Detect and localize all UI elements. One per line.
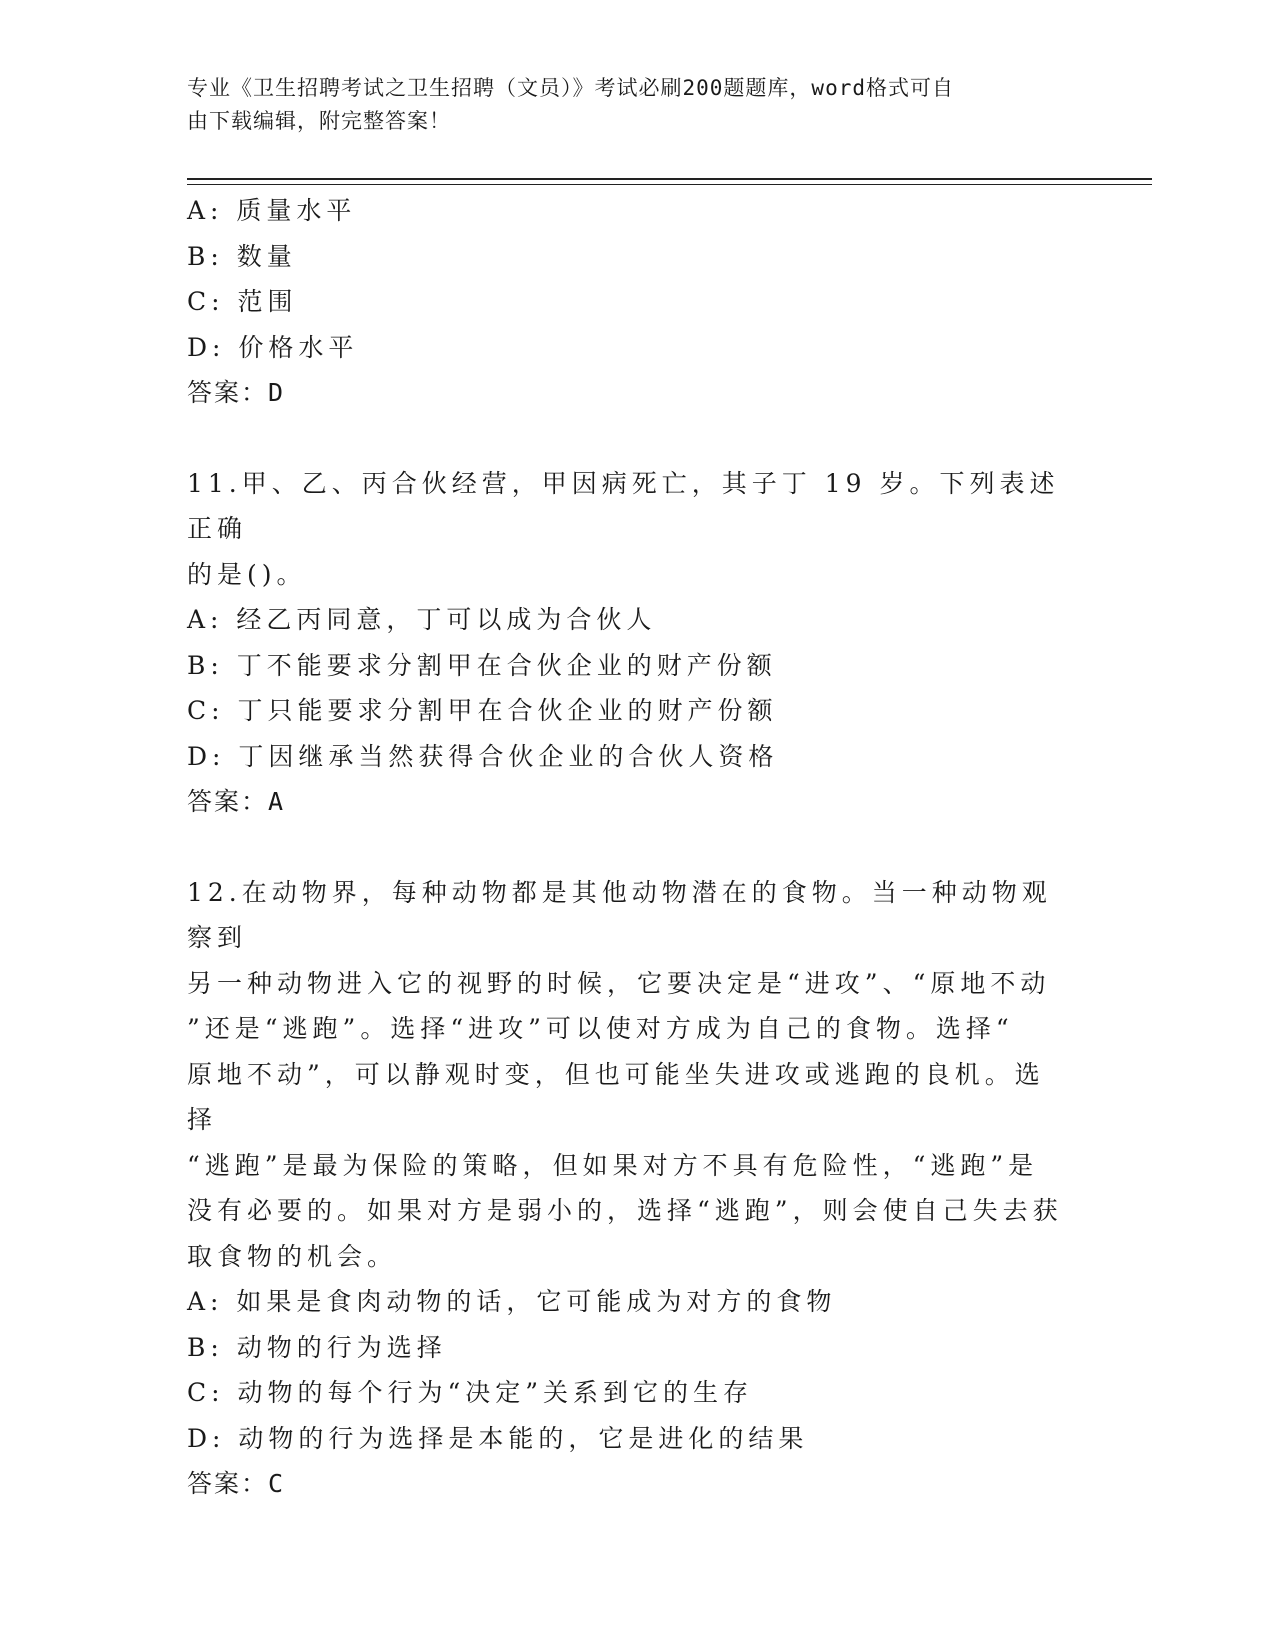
answer-label: 答案：D [187, 378, 286, 407]
option-c: C: 动物的每个行为“决定”关系到它的生存 [187, 1378, 754, 1407]
option-d: D: 价格水平 [187, 332, 359, 362]
option-a: A: 经乙丙同意，丁可以成为合伙人 [187, 605, 657, 634]
option-c: C: 范围 [187, 287, 298, 316]
option-a: A: 质量水平 [187, 196, 357, 225]
question-10 [187, 188, 1067, 416]
option-d: D: 丁因继承当然获得合伙企业的合伙人资格 [187, 741, 779, 771]
option-b: B: 数量 [187, 241, 297, 271]
header-line-2: 由下载编辑，附完整答案！ [187, 109, 451, 133]
stem-line: 取食物的机会。 [187, 1241, 398, 1271]
question-list [187, 188, 1067, 1507]
header-divider-thin [187, 184, 1152, 185]
answer-label: 答案：A [187, 787, 286, 816]
header-line-1: 专业《卫生招聘考试之卫生招聘（文员）》考试必刷200题题库，word格式可自 [187, 76, 954, 100]
stem-line: 没有必要的。如果对方是弱小的，选择“逃跑”，则会使自己失去获 [187, 1196, 1063, 1225]
option-d: D: 动物的行为选择是本能的，它是进化的结果 [187, 1423, 809, 1453]
document-page [187, 72, 1087, 138]
option-a: A: 如果是食肉动物的话，它可能成为对方的食物 [187, 1287, 837, 1316]
stem-line: ”还是“逃跑”。选择“进攻”可以使对方成为自己的食物。选择“ [187, 1014, 1014, 1043]
stem-line: 另一种动物进入它的视野的时候，它要决定是“进攻”、“原地不动 [187, 968, 1051, 998]
question-stem [187, 461, 1067, 598]
option-b: B: 丁不能要求分割甲在合伙企业的财产份额 [187, 650, 777, 680]
answer-label: 答案：C [187, 1469, 286, 1498]
stem-line: “逃跑”是最为保险的策略，但如果对方不具有危险性，“逃跑”是 [187, 1150, 1039, 1180]
question-12 [187, 870, 1067, 1507]
spacer [187, 825, 1067, 870]
document-header [187, 72, 1067, 138]
option-c: C: 丁只能要求分割甲在合伙企业的财产份额 [187, 696, 778, 725]
spacer [187, 416, 1067, 461]
option-b: B: 动物的行为选择 [187, 1332, 447, 1362]
question-11 [187, 461, 1067, 825]
stem-line: 的是()。 [187, 559, 307, 589]
stem-line: 11.甲、乙、丙合伙经营，甲因病死亡，其子丁 19 岁。下列表述正确 [187, 468, 1060, 543]
stem-line: 12.在动物界，每种动物都是其他动物潜在的食物。当一种动物观察到 [187, 877, 1052, 952]
stem-line: 原地不动”，可以静观时变，但也可能坐失进攻或逃跑的良机。选择 [187, 1059, 1045, 1134]
header-divider-thick [187, 178, 1152, 180]
question-stem [187, 870, 1067, 1280]
